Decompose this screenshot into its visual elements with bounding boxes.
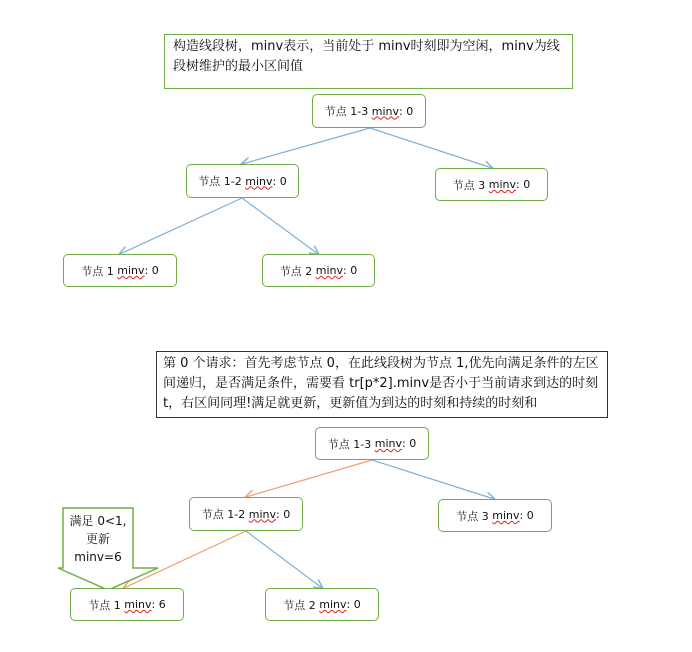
- edge-d1-n12-n1: [120, 198, 242, 254]
- d2-node-1-2: 节点 1-2 minv : 0: [189, 497, 303, 531]
- note-request-0: 第 0 个请求：首先考虑节点 0，在此线段树为节点 1,优先向满足条件的左区间递归，是否满足条件，需要看 tr[p*2].minv是否小于当前请求到达的时刻 t，右区间同理!满足就更新，更新值为到达的时刻和持续的时刻和: [156, 351, 608, 418]
- d1-node-1-2: 节点 1-2 minv : 0: [186, 164, 299, 198]
- d2-node-1-3: 节点 1-3 minv : 0: [315, 427, 429, 460]
- edge-d1-root-n12: [242, 128, 370, 164]
- note-segment-tree-intro: 构造线段树，minv表示，当前处于 minv时刻即为空闲，minv为线段树维护的最小区间值: [164, 34, 573, 89]
- d2-node-1: 节点 1 minv : 6: [70, 588, 184, 621]
- edge-d1-n12-n2: [242, 198, 318, 254]
- edge-d2-n12-n2: [246, 531, 322, 588]
- edge-d2-root-n3: [372, 460, 494, 499]
- edge-d1-root-n3: [370, 128, 492, 168]
- callout-update-note: 满足 0<1,更新 minv=6: [69, 514, 127, 564]
- d2-node-2: 节点 2 minv : 0: [265, 588, 379, 621]
- d1-node-1: 节点 1 minv : 0: [63, 254, 177, 287]
- edge-d2-n12-n1: [124, 531, 246, 588]
- d2-node-3: 节点 3 minv : 0: [438, 499, 552, 532]
- d1-node-2: 节点 2 minv : 0: [262, 254, 375, 287]
- d1-node-1-3: 节点 1-3 minv : 0: [312, 94, 426, 128]
- edge-d2-root-n12: [246, 460, 372, 497]
- d1-node-3: 节点 3 minv : 0: [435, 168, 548, 201]
